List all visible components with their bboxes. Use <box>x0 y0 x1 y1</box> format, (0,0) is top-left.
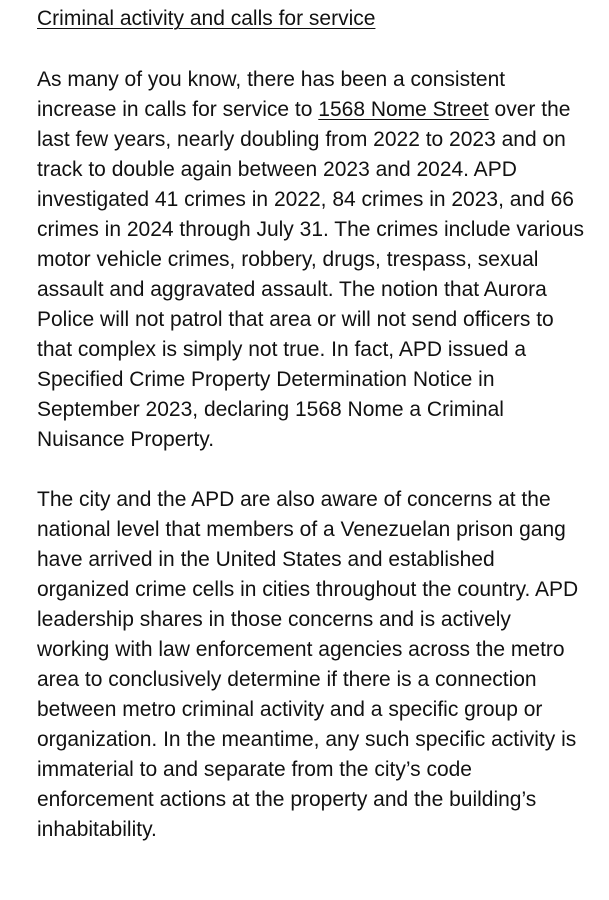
paragraph-1-text-end: over the last few years, nearly doubling from 2022 to 2023 and on track to double again between 2023 and 2024. APD investigated 41 crimes in 2022, 84 crimes in 2023, and 66 crimes in 2024 through July 31. The crimes include various motor vehicle crimes, robbery, drugs, trespass, sexual assault and aggravated assault. The notion that Aurora Police will not patrol that area or will not send officers to that complex is simply not true. In fact, APD issued a Specified Crime Property Determination Notice in September 2023, declaring 1568 Nome a Criminal Nuisance Property. <box>37 98 585 451</box>
paragraph-calls-for-service <box>37 65 585 455</box>
address-link[interactable]: 1568 Nome Street <box>318 98 489 121</box>
paragraph-gang-concerns: The city and the APD are also aware of concerns at the national level that members of a Venezuelan prison gang have arrived in the United States and established organized crime cells in cities throughout the country. APD leadership shares in those concerns and is actively working with law enforcement agencies across the metro area to conclusively determine if there is a connection between metro criminal activity and a specific group or organization. In the meantime, any such specific activity is immaterial to and separate from the city’s code enforcement actions at the property and the building’s inhabitability. <box>37 488 579 841</box>
paragraph-1-text-start: As many of you know, there has been a consistent increase in calls for service to <box>37 68 506 121</box>
section-heading: Criminal activity and calls for service <box>37 7 376 30</box>
